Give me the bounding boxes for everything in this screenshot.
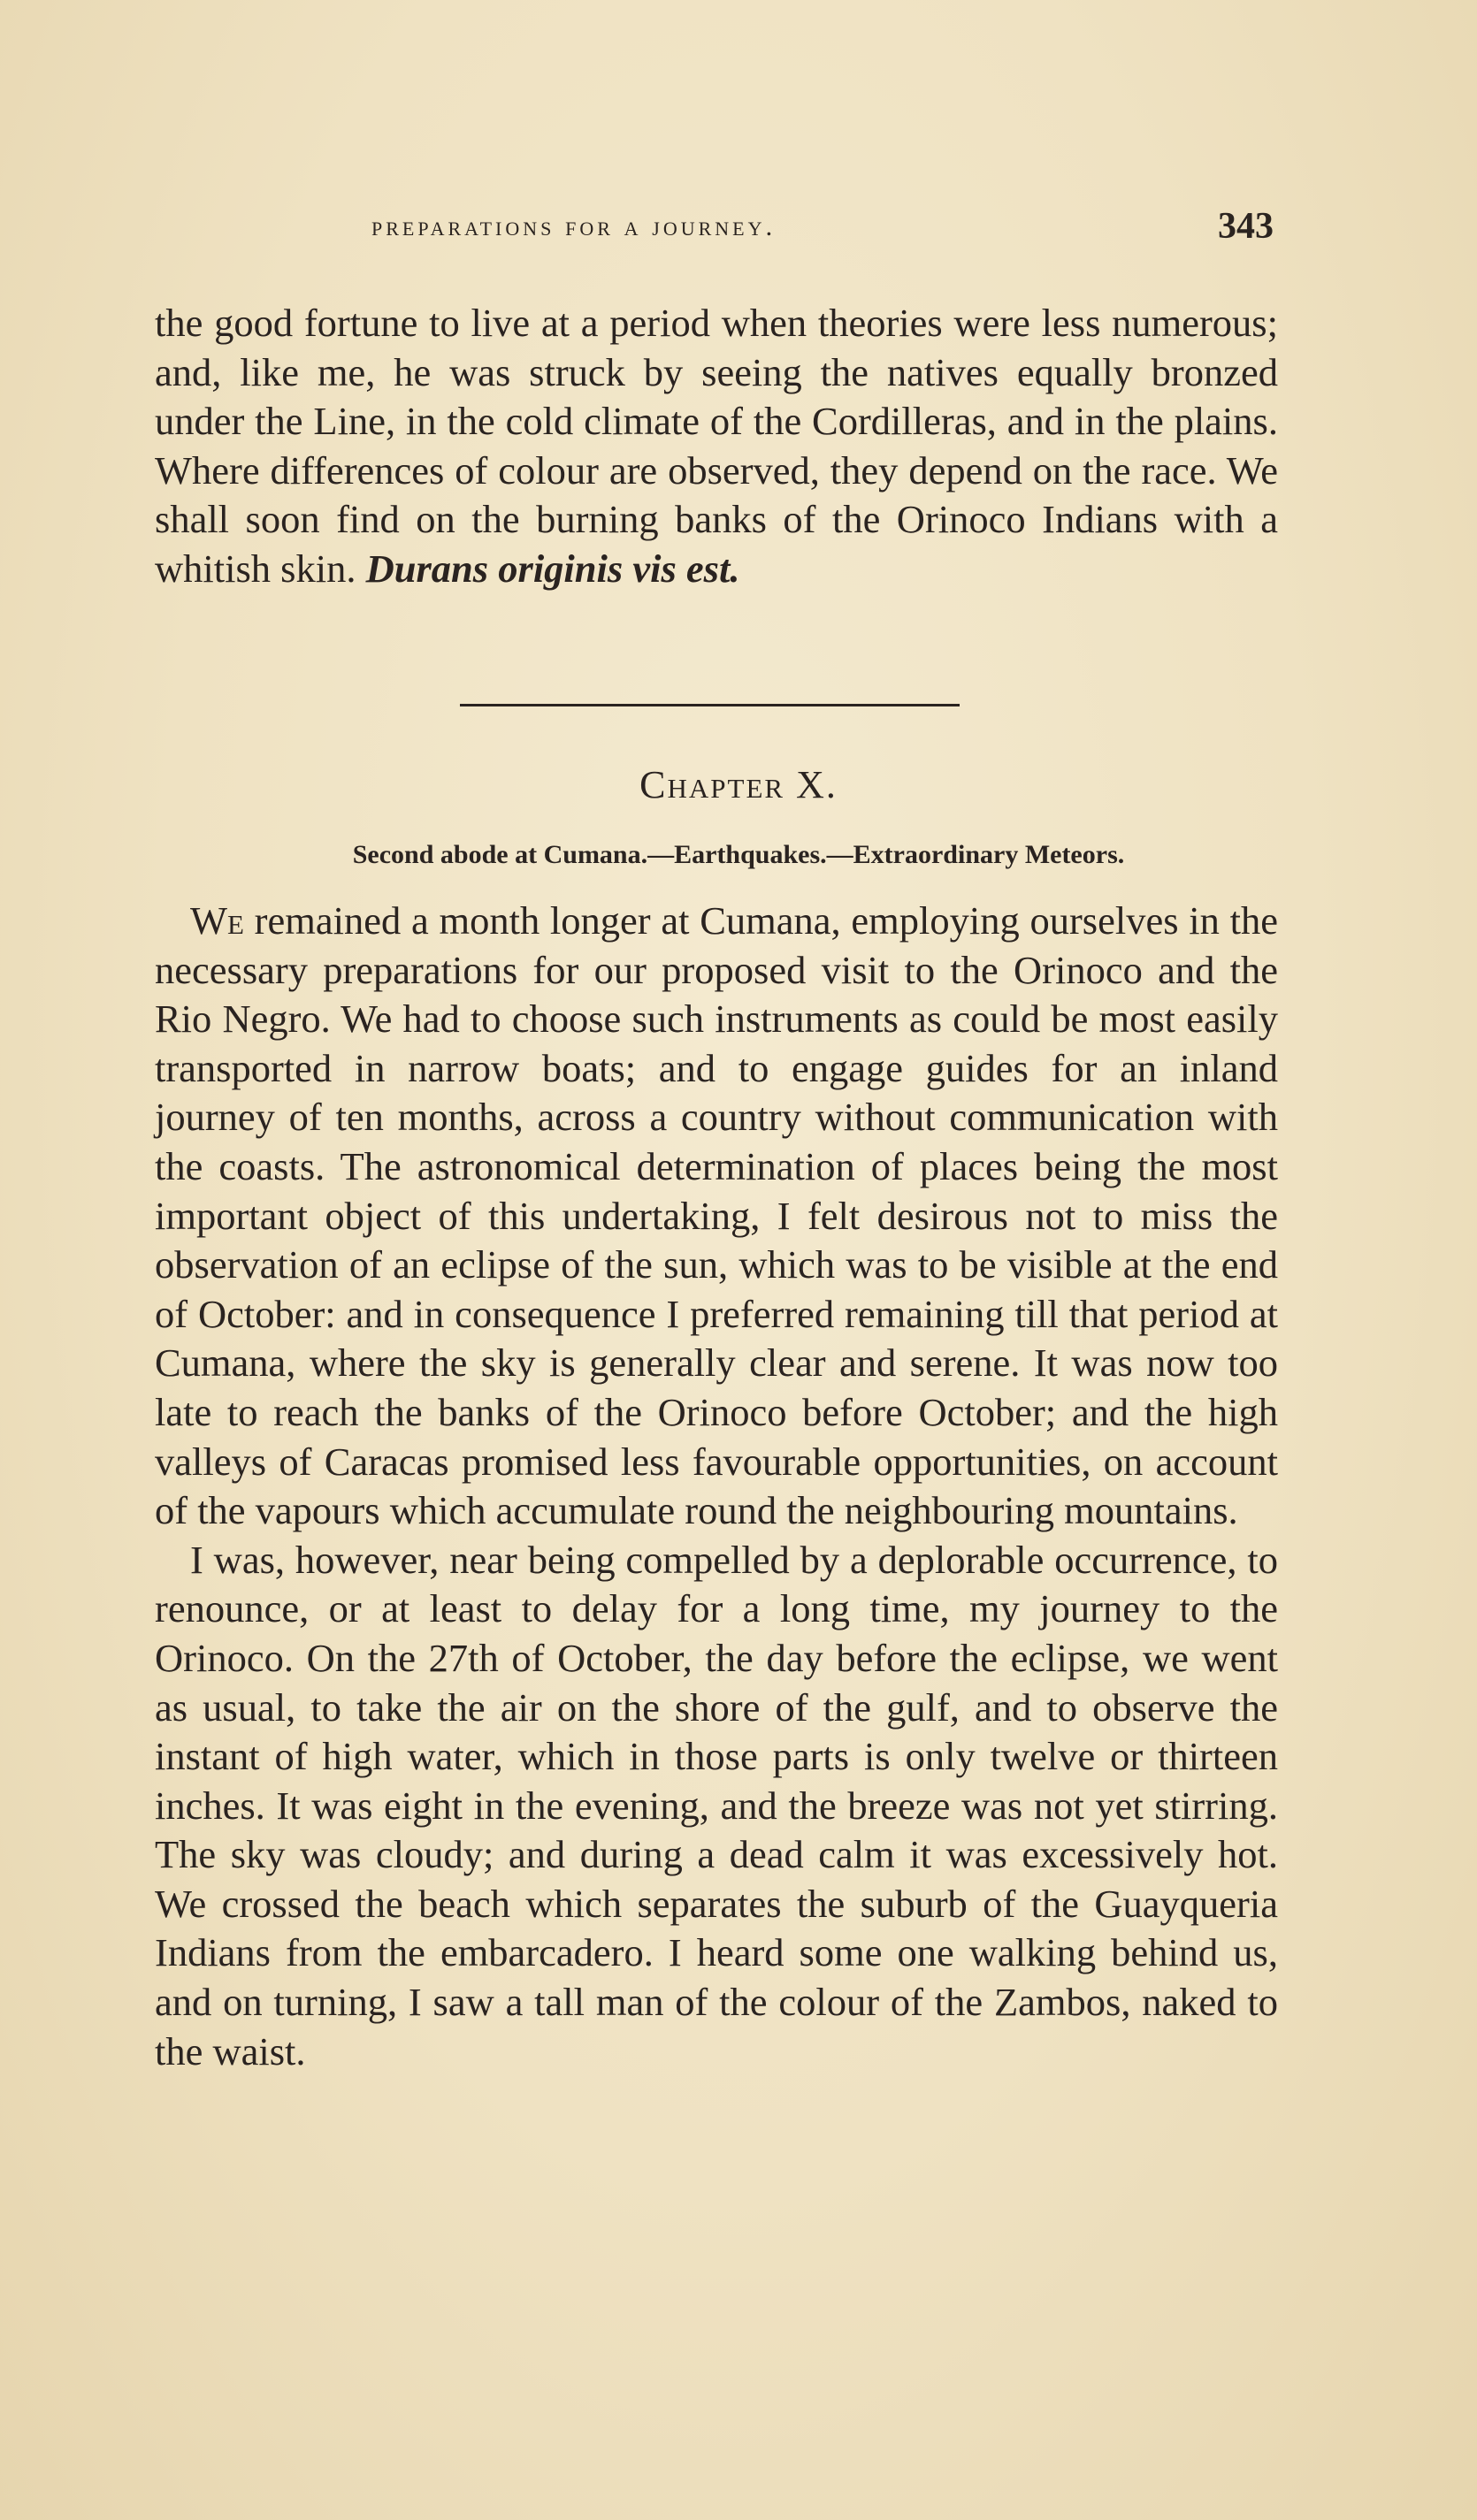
opening-body: the good fortune to live at a period when theories were less numerous; and, like me, he was struck by seeing the natives equally bronzed under the Line, in the cold climate of the Cordilleras, and in the plains. Where differences of colour are observed, they depend on the race. We shall soon find on the burning banks of the Orinoco Indians with a whitish skin. <box>155 301 1278 591</box>
page-number: 343 <box>1218 206 1274 247</box>
chapter-heading: Chapter X. <box>639 763 838 806</box>
body-paragraph-1 <box>155 897 1278 1536</box>
body-paragraph-1-text: remained a month longer at Cumana, employing ourselves in the necessary preparations for our proposed visit to the Orinoco and the Rio Negro. We had to choose such instruments as could be most easily transported in narrow boats; and to engage guides for an inland journey of ten months, across a country without communication with the coasts. The astronomical determination of places being the most important object of this undertaking, I felt desirous not to miss the observation of an eclipse of the sun, which was to be visible at the end of October: and in consequence I preferred remaining till that period at Cumana, where the sky is generally clear and serene. It was now too late to reach the banks of the Orinoco before October; and the high valleys of Caracas promised less favourable opportunities, on account of the vapours which accumulate round the neighbouring mountains. <box>155 898 1278 1533</box>
opening-paragraph <box>155 299 1278 594</box>
latin-quote: Durans originis vis est. <box>365 546 740 591</box>
running-head <box>371 206 1274 255</box>
section-divider <box>460 704 960 706</box>
opening-word: We <box>190 898 244 943</box>
chapter-summary: Second abode at Cumana.—Earthquakes.—Extraordinary Meteors. <box>352 840 1125 869</box>
opening-text <box>155 299 1278 594</box>
chapter-body <box>155 897 1278 2076</box>
running-title: preparations for a journey. <box>371 210 777 241</box>
body-paragraph-2: I was, however, near being compelled by a deplorable occurrence, to renounce, or at least to delay for a long time, my journey to the Orinoco. On the 27th of October, the day before the eclipse, we went as usual, to take the air on the shore of the gulf, and to observe the instant of high water, which in those parts is only twelve or thirteen inches. It was eight in the evening, and the breeze was not yet stirring. The sky was cloudy; and during a dead calm it was excessively hot. We crossed the beach which separates the suburb of the Guayqueria Indians from the embarcadero. I heard some one walking behind us, and on turning, I saw a tall man of the colour of the Zambos, naked to the waist. <box>155 1537 1278 2073</box>
